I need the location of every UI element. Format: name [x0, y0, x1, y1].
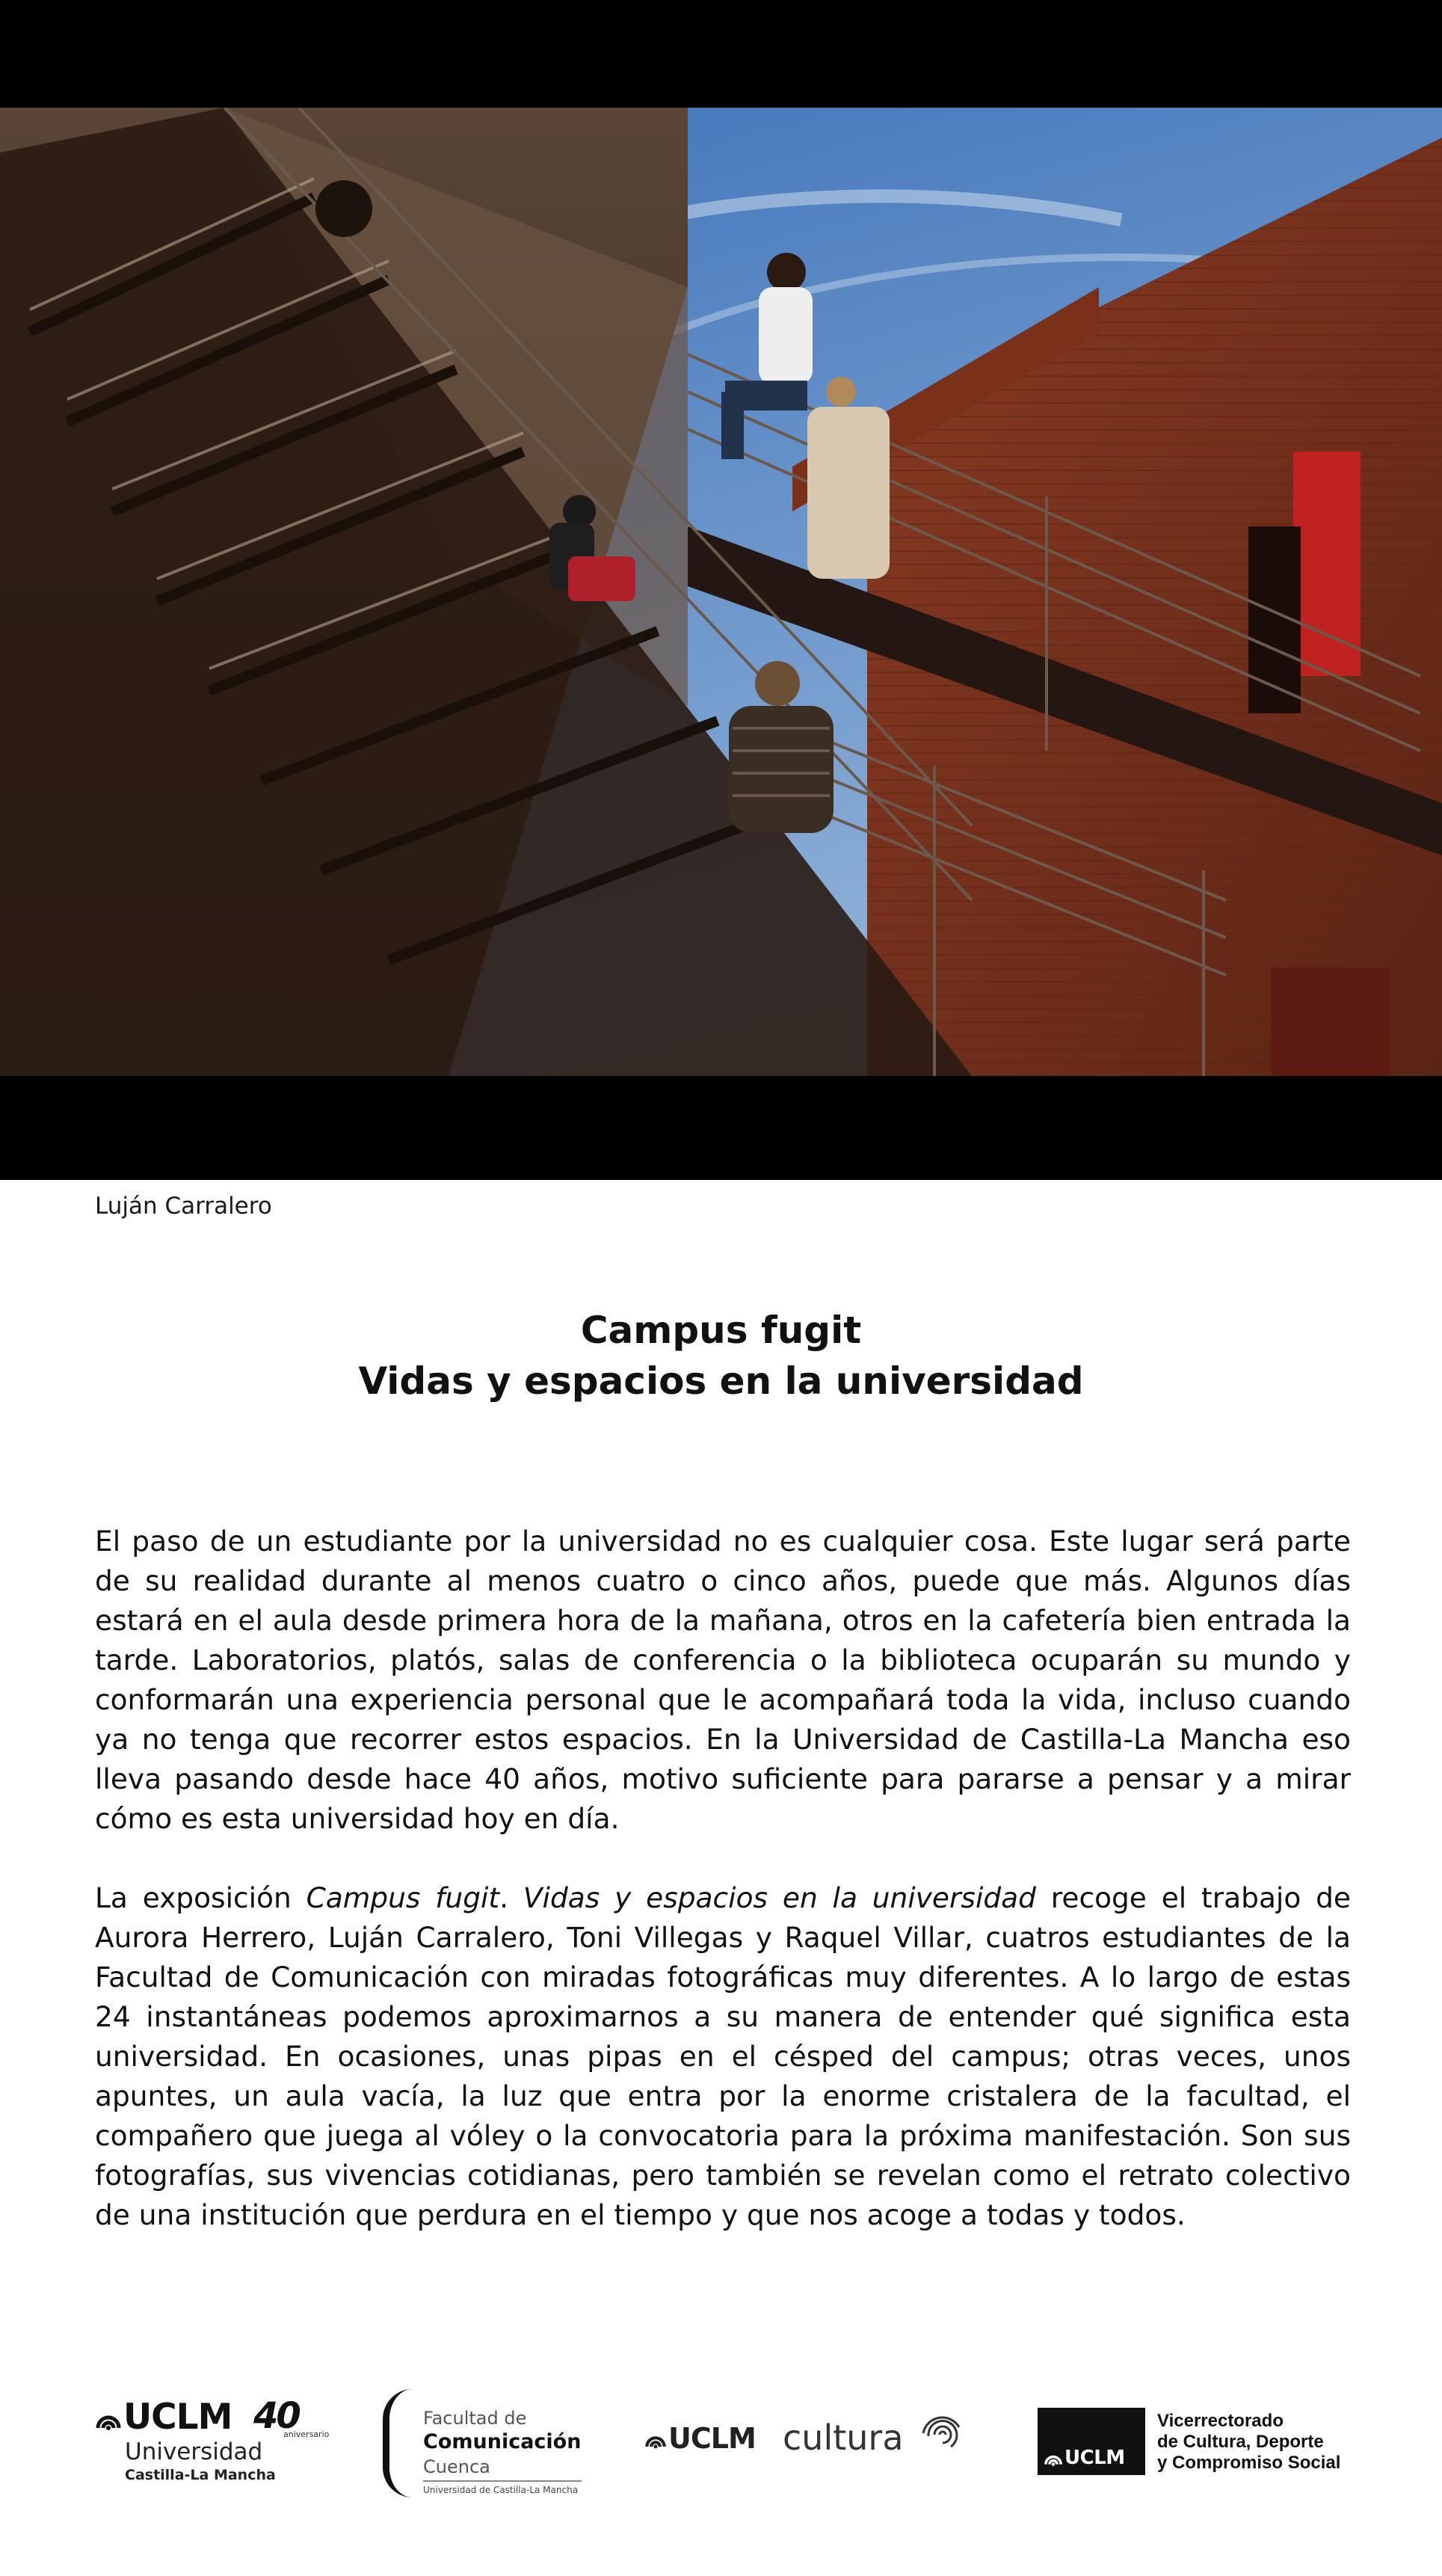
uclm-emblem-icon	[1044, 2448, 1063, 2468]
fcom-line1: Facultad de	[423, 2408, 527, 2429]
exhibition-paragraph	[95, 1878, 1351, 2235]
photo-frame	[0, 0, 1442, 1180]
bracket-mark	[383, 2389, 413, 2497]
p2-lead: La exposición	[95, 1881, 306, 1914]
uclm-40-anniversary-logo	[95, 2395, 330, 2486]
p2-dot: .	[499, 1881, 523, 1914]
fcom-divider	[423, 2480, 582, 2482]
uclm-line2: Castilla-La Mancha	[125, 2467, 276, 2483]
cultura-uclm-wordmark: UCLM	[668, 2422, 756, 2455]
intro-paragraph: El paso de un estudiante por la universidad no es cualquier cosa. Este lugar será parte de su realidad durante al menos cuatro o cinco años, puede que más. Algunos días estará en el aula desde primera hora de la mañana, otros en la cafetería bien entrada la tarde. Laboratorios, platós, salas de conferencia o la biblioteca ocuparán su mundo y conformarán una experiencia personal que le acompañará toda la vida, incluso cuando ya no tenga que recorrer estos espacios. En la Universidad de Castilla-La Mancha eso lleva pasando desde hace 40 años, motivo suficiente para pararse a pensar y a mirar cómo es esta universidad hoy en día.	[95, 1525, 1351, 1835]
vice-line2: de Cultura, Deporte	[1157, 2432, 1324, 2452]
fcom-line4: Universidad de Castilla-La Mancha	[423, 2485, 579, 2495]
vice-text	[1157, 2411, 1340, 2474]
vice-line3: y Compromiso Social	[1157, 2453, 1341, 2473]
fcom-line2: Comunicación	[423, 2430, 582, 2453]
photo-illustration	[0, 108, 1442, 1076]
facultad-comunicacion-logo	[383, 2389, 585, 2501]
uclm-emblem-icon	[95, 2406, 122, 2432]
uclm-emblem-icon	[644, 2428, 667, 2450]
p2-italic-title: Campus fugit	[306, 1881, 500, 1914]
uclm-wordmark: UCLM	[123, 2397, 232, 2438]
anniversary-number: 40	[253, 2395, 299, 2437]
title-line-1: Campus fugit	[580, 1309, 862, 1352]
cultura-word: cultura	[783, 2417, 904, 2458]
vice-line1: Vicerrectorado	[1157, 2411, 1284, 2431]
photo-students-staircase	[0, 108, 1442, 1076]
uclm-line1: Universidad	[125, 2438, 263, 2465]
p2-rest: recoge el trabajo de Aurora Herrero, Luján Carralero, Toni Villegas y Raquel Villar, cuatros estudiantes de la Facultad de Comunicación con miradas fotográficas muy diferentes. A lo largo de estas 24 instantáneas podemos aproximarnos a su manera de entender qué significa esta universidad. En ocasiones, unas pipas en el césped del campus; otras veces, unos apuntes, un aula vacía, la luz que entra por la enorme cristalera de la facultad, el compañero que juega al vóley o la convocatoria para la próxima manifestación. Son sus fotografías, sus vivencias cotidianas, pero también se revelan como el retrato colectivo de una institución que perdura en el tiempo y que nos acoge a todas y todos.	[95, 1881, 1351, 2231]
photo-credit: Luján Carralero	[95, 1193, 272, 1220]
title-line-2: Vidas y espacios en la universidad	[358, 1359, 1084, 1403]
anniversary-word: aniversario	[283, 2429, 330, 2439]
vice-box	[1038, 2408, 1145, 2475]
exhibition-title	[0, 1305, 1442, 1407]
swirl-icon	[921, 2413, 964, 2456]
vice-uclm-wordmark: UCLM	[1064, 2447, 1125, 2469]
vicerrectorado-logo	[1038, 2408, 1352, 2479]
fcom-line3: Cuenca	[423, 2456, 490, 2477]
p2-italic-subtitle: Vidas y espacios en la universidad	[523, 1881, 1036, 1914]
uclm-cultura-logo	[644, 2411, 973, 2464]
